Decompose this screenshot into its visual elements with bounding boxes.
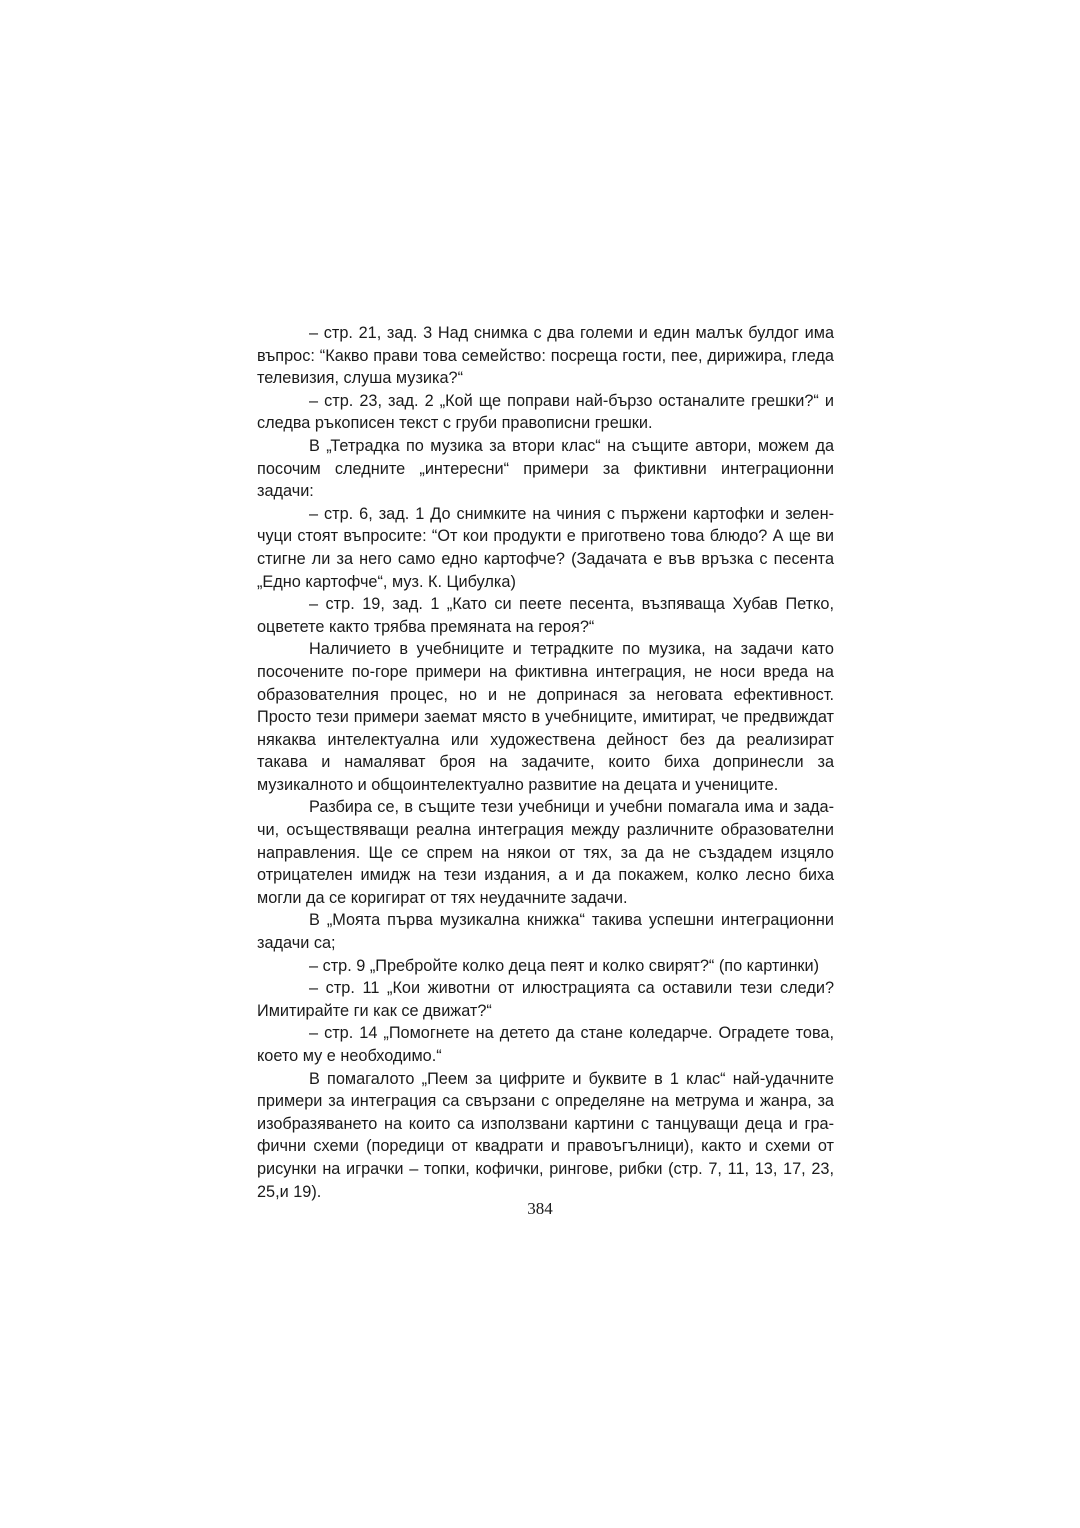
paragraph: – стр. 9 „Пребройте колко деца пеят и колко свирят?“ (по картинки) — [309, 956, 820, 975]
body-text — [257, 322, 834, 1203]
paragraph: – стр. 11 „Кои животни от илюстрацията са оставили тези следи? Имитирайте ги как се движат?“ — [257, 979, 834, 1020]
paragraph: В помагалото „Пеем за цифрите и буквите в 1 клас“ най-удачните примери за интеграция са свързани с определяне на метрума и жанра, за изобразяването на които са използвани картини с танцуващи деца и графични схеми (поредици от квадрати и правоъгълници), както и схеми от рисунки на играчки – топки, кофички, рингове, рибки (стр. 7, 11, 13, 17, 23, 25,и 19). — [257, 1069, 834, 1201]
paragraph: В „Моята първа музикална книжка“ такива успешни интеграционни задачи са; — [257, 911, 834, 953]
paragraph: – стр. 23, зад. 2 „Кой ще поправи най-бързо останалите грешки?“ и следва ръкописен текст с груби правописни грешки. — [257, 391, 834, 433]
paragraph: Разбира се, в същите тези учебници и учебни помагала има и задачи, осъществяващи реална интеграция между различните образователни направления. Ще се спрем на някои от тях, за да не създадем изцяло отрицателен имидж на тези издания, а и да покажем, колко лесно биха могли да се коригират от тях неудачните задачи. — [257, 798, 834, 907]
paragraph: – стр. 21, зад. 3 Над снимка с два големи и един малък булдог има въпрос: “Какво прави това семейство: посреща гости, пее, дирижира, гледа телевизия, слуша музика?“ — [257, 324, 834, 388]
page-number: 384 — [527, 1199, 553, 1218]
paragraph: Наличието в учебниците и тетрадките по музика, на задачи като посочените по-горе примери на фиктивна интеграция, не носи вреда на образователния процес, но и не допринася за неговата ефективност. Просто тези примери заемат място в учебниците, имитират, че предвиждат някаква интелектуална или художествена дейност без да реализират такава и намаляват броя на задачите, които биха допринесли за музикалното и общоинтелектуално развитие на децата и учениците. — [257, 640, 834, 794]
paragraph: – стр. 19, зад. 1 „Като си пеете песента, възпяваща Хубав Петко, оцветете както трябва премяната на героя?“ — [257, 595, 834, 636]
paragraph: – стр. 14 „Помогнете на детето да стане коледарче. Оградете това, което му е необходимо.“ — [257, 1024, 834, 1065]
paragraph: В „Тетрадка по музика за втори клас“ на същите автори, можем да посочим следните „интересни“ примери за фиктивни интеграционни задачи: — [257, 436, 834, 501]
paragraph: – стр. 6, зад. 1 До снимките на чиния с пържени картофки и зеленчуци стоят въпросите: “От кои продукти е приготвено това блюдо? А ще ви стигне ли за него само едно картофче? (Задачата е във връзка с песента „Едно картофче“, муз. К. Цибулка) — [257, 504, 834, 591]
